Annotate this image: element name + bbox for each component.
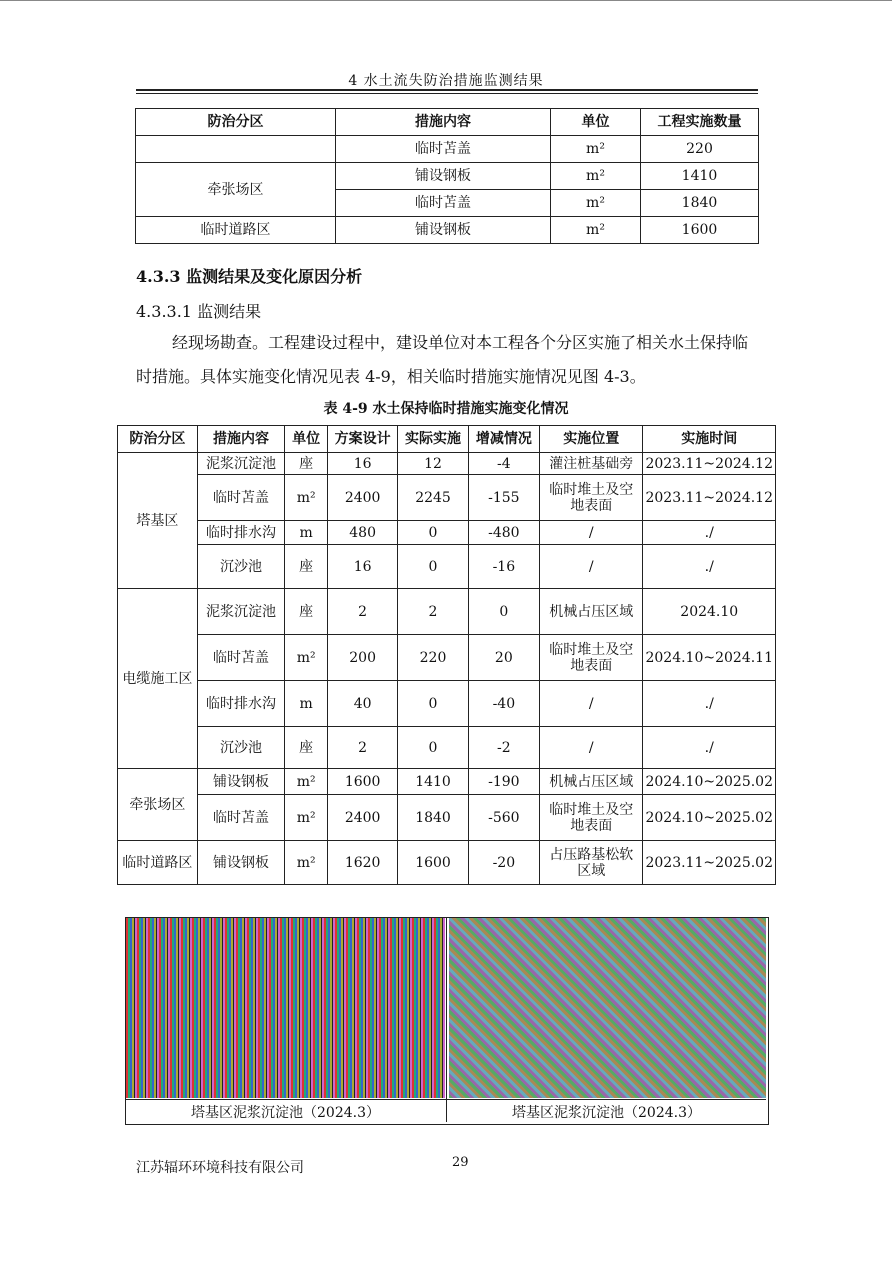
col-header-zone: 防治分区 <box>136 109 336 136</box>
cell-unit: m <box>285 681 328 727</box>
photo-caption-rule <box>126 1099 766 1100</box>
table-top-continued <box>135 108 759 244</box>
cell-zone <box>136 136 336 163</box>
cell-unit: 座 <box>285 727 328 769</box>
cell-zone: 牵张场区 <box>136 163 336 217</box>
photo-caption-left: 塔基区泥浆沉淀池（2024.3） <box>191 1105 380 1121</box>
cell-zone: 塔基区 <box>118 453 198 589</box>
cell-diff: -20 <box>468 841 539 885</box>
cell-measure: 临时苫盖 <box>336 190 551 217</box>
cell-location: / <box>539 521 642 545</box>
running-header: 4 水土流失防治措施监测结果 <box>348 73 544 89</box>
cell-qty: 220 <box>641 136 759 163</box>
table-row <box>118 545 776 589</box>
cell-measure: 泥浆沉淀池 <box>197 589 285 635</box>
cell-location: 临时堆土及空地表面 <box>539 795 642 841</box>
cell-location: / <box>539 727 642 769</box>
cell-time: 2024.10~2024.11 <box>643 635 776 681</box>
cell-actual: 1410 <box>398 769 468 795</box>
cell-time: 2023.11~2024.12 <box>643 475 776 521</box>
cell-actual: 0 <box>398 545 468 589</box>
table-main-body <box>118 453 776 885</box>
table-row <box>118 521 776 545</box>
table-row <box>136 217 759 244</box>
cell-plan: 480 <box>327 521 397 545</box>
table-row <box>118 589 776 635</box>
cell-diff: 0 <box>468 589 539 635</box>
cell-measure: 临时排水沟 <box>197 521 285 545</box>
table-main <box>117 425 776 885</box>
col-header-qty: 工程实施数量 <box>641 109 759 136</box>
cell-plan: 2400 <box>327 795 397 841</box>
cell-unit: m <box>285 521 328 545</box>
cell-diff: -40 <box>468 681 539 727</box>
cell-plan: 2 <box>327 589 397 635</box>
table-row <box>118 453 776 475</box>
cell-actual: 220 <box>398 635 468 681</box>
cell-time: ./ <box>643 521 776 545</box>
cell-location: 机械占压区域 <box>539 769 642 795</box>
cell-location: 机械占压区域 <box>539 589 642 635</box>
cell-location: 灌注桩基础旁 <box>539 453 642 475</box>
table-row <box>118 841 776 885</box>
cell-measure: 沉沙池 <box>197 727 285 769</box>
cell-measure: 临时苫盖 <box>336 136 551 163</box>
table-row <box>136 163 759 190</box>
header-rule-thin <box>136 93 758 94</box>
site-photo-right <box>449 918 766 1098</box>
table-row <box>118 769 776 795</box>
cell-actual: 2245 <box>398 475 468 521</box>
cell-plan: 16 <box>327 545 397 589</box>
col-header-time: 实施时间 <box>643 426 776 453</box>
cell-unit: m² <box>285 795 328 841</box>
photo-caption-right: 塔基区泥浆沉淀池（2024.3） <box>512 1105 701 1121</box>
table-caption: 表 4-9 水土保持临时措施实施变化情况 <box>323 401 569 417</box>
cell-measure: 临时苫盖 <box>197 635 285 681</box>
col-header-unit: 单位 <box>551 109 641 136</box>
cell-measure: 临时排水沟 <box>197 681 285 727</box>
cell-time: ./ <box>643 681 776 727</box>
cell-unit: 座 <box>285 453 328 475</box>
cell-qty: 1410 <box>641 163 759 190</box>
cell-plan: 1600 <box>327 769 397 795</box>
table-row <box>118 681 776 727</box>
cell-measure: 泥浆沉淀池 <box>197 453 285 475</box>
col-header-measure: 措施内容 <box>336 109 551 136</box>
cell-measure: 铺设钢板 <box>336 163 551 190</box>
table-row <box>118 635 776 681</box>
cell-unit: m² <box>285 841 328 885</box>
cell-unit: 座 <box>285 589 328 635</box>
cell-unit: m² <box>285 475 328 521</box>
table-header-row <box>118 426 776 453</box>
cell-zone: 临时道路区 <box>136 217 336 244</box>
cell-diff: 20 <box>468 635 539 681</box>
cell-zone: 临时道路区 <box>118 841 198 885</box>
cell-unit: m² <box>551 217 641 244</box>
cell-actual: 1840 <box>398 795 468 841</box>
col-header-zone: 防治分区 <box>118 426 198 453</box>
photo-divider <box>446 918 447 1122</box>
cell-plan: 16 <box>327 453 397 475</box>
cell-measure: 铺设钢板 <box>197 841 285 885</box>
cell-location: 占压路基松软区域 <box>539 841 642 885</box>
cell-location: / <box>539 681 642 727</box>
cell-zone: 电缆施工区 <box>118 589 198 769</box>
page-top-border <box>0 0 892 1</box>
cell-unit: 座 <box>285 545 328 589</box>
header-rule-thick <box>136 89 758 91</box>
footer-company: 江苏辐环环境科技有限公司 <box>136 1160 304 1176</box>
cell-diff: -16 <box>468 545 539 589</box>
cell-unit: m² <box>285 635 328 681</box>
col-header-measure: 措施内容 <box>197 426 285 453</box>
cell-time: 2023.11~2025.02 <box>643 841 776 885</box>
cell-plan: 1620 <box>327 841 397 885</box>
site-photo-left <box>126 918 445 1098</box>
cell-diff: -4 <box>468 453 539 475</box>
table-row <box>118 795 776 841</box>
cell-unit: m² <box>551 163 641 190</box>
cell-diff: -560 <box>468 795 539 841</box>
table-row <box>118 727 776 769</box>
col-header-unit: 单位 <box>285 426 328 453</box>
cell-unit: m² <box>551 136 641 163</box>
cell-location: 临时堆土及空地表面 <box>539 635 642 681</box>
col-header-plan: 方案设计 <box>327 426 397 453</box>
cell-qty: 1840 <box>641 190 759 217</box>
cell-time: 2023.11~2024.12 <box>643 453 776 475</box>
cell-qty: 1600 <box>641 217 759 244</box>
body-paragraph: 经现场勘查。工程建设过程中，建设单位对本工程各个分区实施了相关水土保持临时措施。具体实施变化情况见表 4-9，相关临时措施实施情况见图 4-3。 <box>136 333 749 386</box>
cell-plan: 2 <box>327 727 397 769</box>
col-header-location: 实施位置 <box>539 426 642 453</box>
cell-diff: -155 <box>468 475 539 521</box>
col-header-diff: 增减情况 <box>468 426 539 453</box>
section-heading: 4.3.3 监测结果及变化原因分析 <box>136 267 363 286</box>
cell-measure: 铺设钢板 <box>197 769 285 795</box>
cell-diff: -2 <box>468 727 539 769</box>
cell-time: ./ <box>643 727 776 769</box>
cell-unit: m² <box>551 190 641 217</box>
cell-zone: 牵张场区 <box>118 769 198 841</box>
cell-unit: m² <box>285 769 328 795</box>
col-header-actual: 实际实施 <box>398 426 468 453</box>
cell-actual: 1600 <box>398 841 468 885</box>
cell-actual: 0 <box>398 727 468 769</box>
cell-measure: 沉沙池 <box>197 545 285 589</box>
cell-time: ./ <box>643 545 776 589</box>
cell-measure: 临时苫盖 <box>197 795 285 841</box>
cell-actual: 0 <box>398 521 468 545</box>
cell-location: / <box>539 545 642 589</box>
cell-diff: -190 <box>468 769 539 795</box>
cell-actual: 12 <box>398 453 468 475</box>
table-header-row <box>136 109 759 136</box>
subsection-heading: 4.3.3.1 监测结果 <box>136 302 262 321</box>
cell-time: 2024.10~2025.02 <box>643 795 776 841</box>
cell-plan: 40 <box>327 681 397 727</box>
cell-measure: 临时苫盖 <box>197 475 285 521</box>
page-number: 29 <box>452 1155 469 1170</box>
cell-actual: 2 <box>398 589 468 635</box>
cell-actual: 0 <box>398 681 468 727</box>
cell-plan: 2400 <box>327 475 397 521</box>
cell-plan: 200 <box>327 635 397 681</box>
cell-measure: 铺设钢板 <box>336 217 551 244</box>
table-row <box>118 475 776 521</box>
cell-time: 2024.10~2025.02 <box>643 769 776 795</box>
table-row <box>136 136 759 163</box>
cell-diff: -480 <box>468 521 539 545</box>
cell-time: 2024.10 <box>643 589 776 635</box>
cell-location: 临时堆土及空地表面 <box>539 475 642 521</box>
